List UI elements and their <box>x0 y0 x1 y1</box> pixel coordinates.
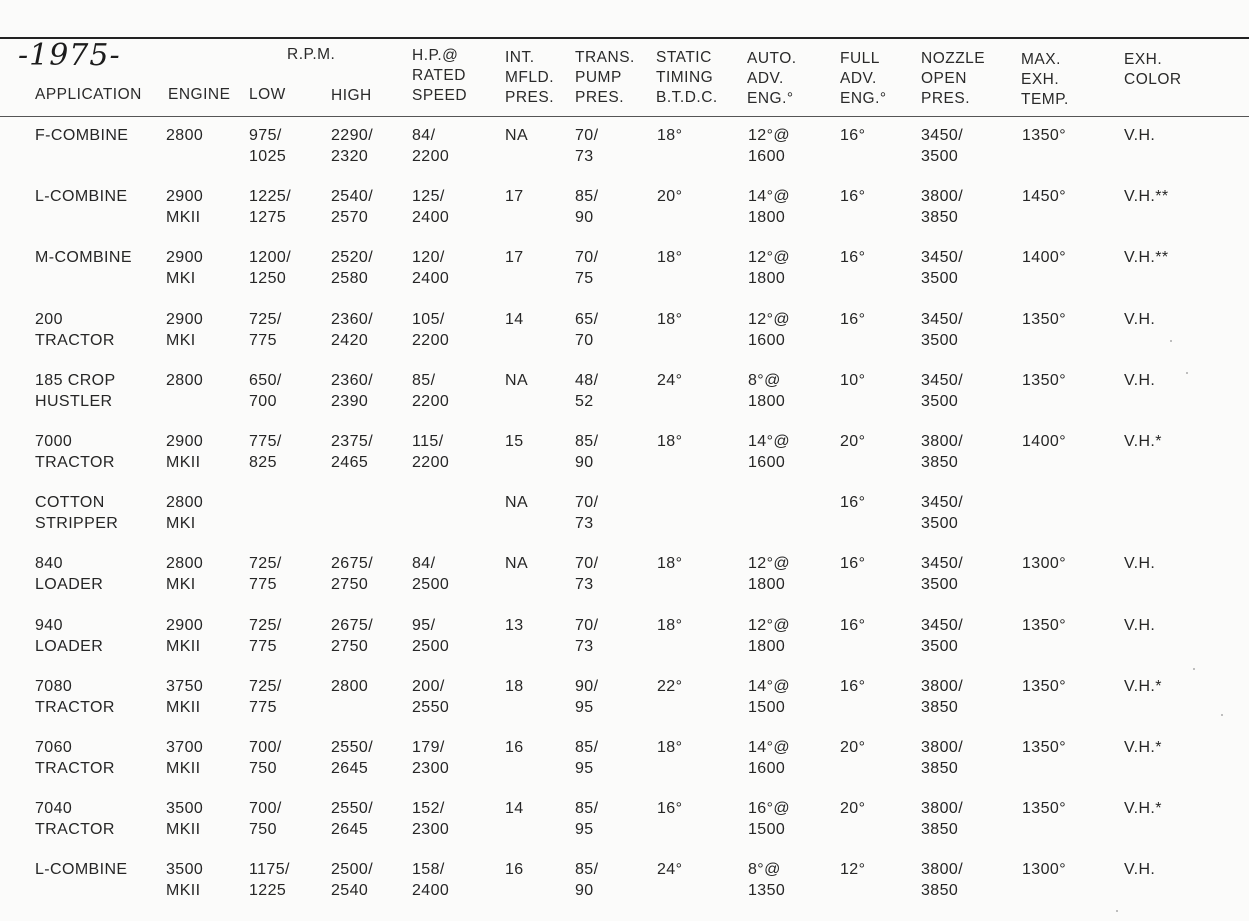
cell-static-timing: 22° <box>657 678 683 695</box>
cell-static-timing: 24° <box>657 372 683 389</box>
header-rpm: R.P.M. <box>287 46 336 63</box>
cell-trans-pump-pres: 70/ 75 <box>575 249 599 287</box>
cell-rpm-low: 1225/ 1275 <box>249 188 292 226</box>
cell-max-exh-temp: 1300° <box>1022 555 1066 572</box>
cell-hp-rated-speed: 158/ 2400 <box>412 861 450 899</box>
cell-rpm-high: 2375/ 2465 <box>331 433 374 471</box>
cell-rpm-low: 725/ 775 <box>249 555 282 593</box>
cell-nozzle-open-pres: 3450/ 3500 <box>921 555 964 593</box>
cell-full-adv: 20° <box>840 433 866 450</box>
cell-auto-adv: 14°@ 1500 <box>748 678 791 716</box>
cell-rpm-low: 725/ 775 <box>249 311 282 349</box>
cell-rpm-high: 2500/ 2540 <box>331 861 374 899</box>
cell-application: 7040 TRACTOR <box>35 800 115 838</box>
cell-auto-adv: 14°@ 1800 <box>748 188 791 226</box>
header-static-timing: STATIC TIMING B.T.D.C. <box>656 49 718 106</box>
cell-int-mfld-pres: 14 <box>505 311 524 328</box>
cell-auto-adv: 12°@ 1800 <box>748 555 791 593</box>
cell-rpm-low: 700/ 750 <box>249 800 282 838</box>
cell-rpm-high: 2520/ 2580 <box>331 249 374 287</box>
cell-max-exh-temp: 1350° <box>1022 311 1066 328</box>
header-low: LOW <box>249 86 286 103</box>
cell-full-adv: 20° <box>840 739 866 756</box>
cell-nozzle-open-pres: 3450/ 3500 <box>921 127 964 165</box>
header-exh-color: EXH. COLOR <box>1124 51 1182 88</box>
cell-max-exh-temp: 1400° <box>1022 433 1066 450</box>
cell-hp-rated-speed: 105/ 2200 <box>412 311 450 349</box>
cell-int-mfld-pres: 16 <box>505 739 524 756</box>
cell-engine: 2900 MKII <box>166 433 204 471</box>
cell-auto-adv: 16°@ 1500 <box>748 800 791 838</box>
cell-static-timing: 18° <box>657 555 683 572</box>
cell-int-mfld-pres: 17 <box>505 188 524 205</box>
cell-application: L-COMBINE <box>35 188 128 205</box>
cell-hp-rated-speed: 95/ 2500 <box>412 617 450 655</box>
cell-int-mfld-pres: 16 <box>505 861 524 878</box>
cell-nozzle-open-pres: 3800/ 3850 <box>921 678 964 716</box>
cell-nozzle-open-pres: 3800/ 3850 <box>921 739 964 777</box>
cell-exh-color: V.H. <box>1124 311 1156 328</box>
cell-rpm-high: 2550/ 2645 <box>331 739 374 777</box>
cell-application: 200 TRACTOR <box>35 311 115 349</box>
cell-full-adv: 16° <box>840 555 866 572</box>
cell-engine: 2800 <box>166 372 204 389</box>
cell-full-adv: 10° <box>840 372 866 389</box>
cell-nozzle-open-pres: 3800/ 3850 <box>921 861 964 899</box>
cell-auto-adv: 12°@ 1600 <box>748 311 791 349</box>
top-rule <box>0 37 1249 39</box>
cell-engine: 3700 MKII <box>166 739 204 777</box>
handwritten-year: -1975- <box>18 38 121 73</box>
cell-auto-adv: 12°@ 1600 <box>748 127 791 165</box>
cell-application: 7080 TRACTOR <box>35 678 115 716</box>
header-rule <box>0 116 1249 117</box>
cell-rpm-high: 2675/ 2750 <box>331 555 374 593</box>
cell-rpm-high: 2360/ 2390 <box>331 372 374 410</box>
cell-full-adv: 16° <box>840 249 866 266</box>
scan-speck <box>1193 668 1195 670</box>
header-full-adv-eng: FULL ADV. ENG.° <box>840 50 887 107</box>
cell-exh-color: V.H. <box>1124 555 1156 572</box>
cell-trans-pump-pres: 85/ 95 <box>575 800 599 838</box>
cell-application: 7060 TRACTOR <box>35 739 115 777</box>
cell-rpm-low: 975/ 1025 <box>249 127 287 165</box>
cell-static-timing: 18° <box>657 249 683 266</box>
cell-trans-pump-pres: 70/ 73 <box>575 617 599 655</box>
cell-int-mfld-pres: 14 <box>505 800 524 817</box>
cell-exh-color: V.H.* <box>1124 678 1162 695</box>
header-trans-pump-pres: TRANS. PUMP PRES. <box>575 49 635 106</box>
cell-engine: 3500 MKII <box>166 861 204 899</box>
cell-trans-pump-pres: 85/ 90 <box>575 433 599 471</box>
cell-int-mfld-pres: 17 <box>505 249 524 266</box>
cell-static-timing: 20° <box>657 188 683 205</box>
cell-static-timing: 16° <box>657 800 683 817</box>
cell-engine: 2900 MKII <box>166 617 204 655</box>
header-nozzle-open-pres: NOZZLE OPEN PRES. <box>921 50 986 107</box>
cell-full-adv: 16° <box>840 188 866 205</box>
cell-rpm-low: 650/ 700 <box>249 372 282 410</box>
cell-rpm-high: 2800 <box>331 678 369 695</box>
cell-nozzle-open-pres: 3450/ 3500 <box>921 494 964 532</box>
cell-max-exh-temp: 1350° <box>1022 800 1066 817</box>
cell-nozzle-open-pres: 3800/ 3850 <box>921 188 964 226</box>
cell-engine: 2800 <box>166 127 204 144</box>
cell-int-mfld-pres: NA <box>505 372 529 389</box>
header-high: HIGH <box>331 87 372 104</box>
cell-int-mfld-pres: NA <box>505 127 529 144</box>
cell-exh-color: V.H.** <box>1124 249 1169 266</box>
header-auto-adv-eng: AUTO. ADV. ENG.° <box>747 50 797 107</box>
cell-application: M-COMBINE <box>35 249 132 266</box>
cell-rpm-high: 2540/ 2570 <box>331 188 374 226</box>
cell-nozzle-open-pres: 3450/ 3500 <box>921 372 964 410</box>
cell-trans-pump-pres: 48/ 52 <box>575 372 599 410</box>
cell-application: 940 LOADER <box>35 617 104 655</box>
cell-static-timing: 18° <box>657 617 683 634</box>
cell-exh-color: V.H.* <box>1124 739 1162 756</box>
cell-rpm-high: 2550/ 2645 <box>331 800 374 838</box>
cell-auto-adv: 8°@ 1350 <box>748 861 786 899</box>
cell-exh-color: V.H. <box>1124 861 1156 878</box>
cell-int-mfld-pres: 18 <box>505 678 524 695</box>
cell-trans-pump-pres: 70/ 73 <box>575 494 599 532</box>
cell-engine: 2800 MKI <box>166 494 204 532</box>
cell-application: 185 CROP HUSTLER <box>35 372 116 410</box>
cell-auto-adv: 12°@ 1800 <box>748 617 791 655</box>
cell-hp-rated-speed: 152/ 2300 <box>412 800 450 838</box>
cell-engine: 2900 MKII <box>166 188 204 226</box>
cell-max-exh-temp: 1300° <box>1022 861 1066 878</box>
cell-hp-rated-speed: 84/ 2500 <box>412 555 450 593</box>
cell-rpm-low: 1175/ 1225 <box>249 861 290 899</box>
scan-speck <box>1170 340 1172 342</box>
cell-max-exh-temp: 1350° <box>1022 678 1066 695</box>
cell-int-mfld-pres: 15 <box>505 433 524 450</box>
cell-full-adv: 16° <box>840 494 866 511</box>
cell-max-exh-temp: 1350° <box>1022 372 1066 389</box>
cell-int-mfld-pres: 13 <box>505 617 524 634</box>
cell-trans-pump-pres: 85/ 90 <box>575 861 599 899</box>
cell-exh-color: V.H. <box>1124 372 1156 389</box>
cell-nozzle-open-pres: 3800/ 3850 <box>921 433 964 471</box>
cell-nozzle-open-pres: 3450/ 3500 <box>921 249 964 287</box>
cell-application: L-COMBINE <box>35 861 128 878</box>
cell-nozzle-open-pres: 3450/ 3500 <box>921 311 964 349</box>
cell-full-adv: 20° <box>840 800 866 817</box>
cell-nozzle-open-pres: 3450/ 3500 <box>921 617 964 655</box>
cell-max-exh-temp: 1400° <box>1022 249 1066 266</box>
cell-rpm-high: 2360/ 2420 <box>331 311 374 349</box>
cell-application: 7000 TRACTOR <box>35 433 115 471</box>
cell-rpm-low: 1200/ 1250 <box>249 249 292 287</box>
cell-hp-rated-speed: 200/ 2550 <box>412 678 450 716</box>
cell-static-timing: 18° <box>657 739 683 756</box>
cell-hp-rated-speed: 85/ 2200 <box>412 372 450 410</box>
header-application: APPLICATION <box>35 86 142 103</box>
cell-trans-pump-pres: 70/ 73 <box>575 555 599 593</box>
cell-application: F-COMBINE <box>35 127 129 144</box>
cell-rpm-high: 2675/ 2750 <box>331 617 374 655</box>
cell-engine: 2800 MKI <box>166 555 204 593</box>
cell-int-mfld-pres: NA <box>505 494 529 511</box>
cell-exh-color: V.H.** <box>1124 188 1169 205</box>
cell-application: 840 LOADER <box>35 555 104 593</box>
cell-exh-color: V.H.* <box>1124 800 1162 817</box>
cell-auto-adv: 14°@ 1600 <box>748 433 791 471</box>
header-engine: ENGINE <box>168 86 231 103</box>
cell-static-timing: 18° <box>657 127 683 144</box>
cell-max-exh-temp: 1350° <box>1022 617 1066 634</box>
cell-max-exh-temp: 1350° <box>1022 127 1066 144</box>
cell-max-exh-temp: 1350° <box>1022 739 1066 756</box>
cell-hp-rated-speed: 120/ 2400 <box>412 249 450 287</box>
cell-int-mfld-pres: NA <box>505 555 529 572</box>
cell-full-adv: 16° <box>840 127 866 144</box>
cell-full-adv: 16° <box>840 678 866 695</box>
cell-exh-color: V.H. <box>1124 617 1156 634</box>
cell-engine: 2900 MKI <box>166 249 204 287</box>
cell-static-timing: 24° <box>657 861 683 878</box>
cell-exh-color: V.H.* <box>1124 433 1162 450</box>
cell-rpm-low: 775/ 825 <box>249 433 282 471</box>
cell-full-adv: 16° <box>840 311 866 328</box>
cell-auto-adv: 14°@ 1600 <box>748 739 791 777</box>
cell-hp-rated-speed: 125/ 2400 <box>412 188 450 226</box>
cell-application: COTTON STRIPPER <box>35 494 119 532</box>
cell-engine: 3500 MKII <box>166 800 204 838</box>
header-int-mfld-pres: INT. MFLD. PRES. <box>505 49 555 106</box>
cell-nozzle-open-pres: 3800/ 3850 <box>921 800 964 838</box>
cell-rpm-low: 700/ 750 <box>249 739 282 777</box>
cell-trans-pump-pres: 85/ 90 <box>575 188 599 226</box>
cell-hp-rated-speed: 84/ 2200 <box>412 127 450 165</box>
cell-static-timing: 18° <box>657 311 683 328</box>
scan-speck <box>1116 910 1118 912</box>
cell-full-adv: 12° <box>840 861 866 878</box>
scan-speck <box>1186 372 1188 374</box>
cell-exh-color: V.H. <box>1124 127 1156 144</box>
cell-static-timing: 18° <box>657 433 683 450</box>
cell-engine: 3750 MKII <box>166 678 204 716</box>
cell-full-adv: 16° <box>840 617 866 634</box>
header-hp-rated-speed: H.P.@ RATED SPEED <box>412 47 468 104</box>
cell-trans-pump-pres: 65/ 70 <box>575 311 599 349</box>
cell-rpm-low: 725/ 775 <box>249 678 282 716</box>
scan-speck <box>1221 714 1223 716</box>
cell-rpm-low: 725/ 775 <box>249 617 282 655</box>
cell-trans-pump-pres: 70/ 73 <box>575 127 599 165</box>
cell-auto-adv: 8°@ 1800 <box>748 372 786 410</box>
cell-hp-rated-speed: 115/ 2200 <box>412 433 450 471</box>
cell-trans-pump-pres: 85/ 95 <box>575 739 599 777</box>
cell-max-exh-temp: 1450° <box>1022 188 1066 205</box>
cell-rpm-high: 2290/ 2320 <box>331 127 374 165</box>
cell-auto-adv: 12°@ 1800 <box>748 249 791 287</box>
cell-engine: 2900 MKI <box>166 311 204 349</box>
header-max-exh-temp: MAX. EXH. TEMP. <box>1021 51 1069 108</box>
cell-trans-pump-pres: 90/ 95 <box>575 678 599 716</box>
cell-hp-rated-speed: 179/ 2300 <box>412 739 450 777</box>
